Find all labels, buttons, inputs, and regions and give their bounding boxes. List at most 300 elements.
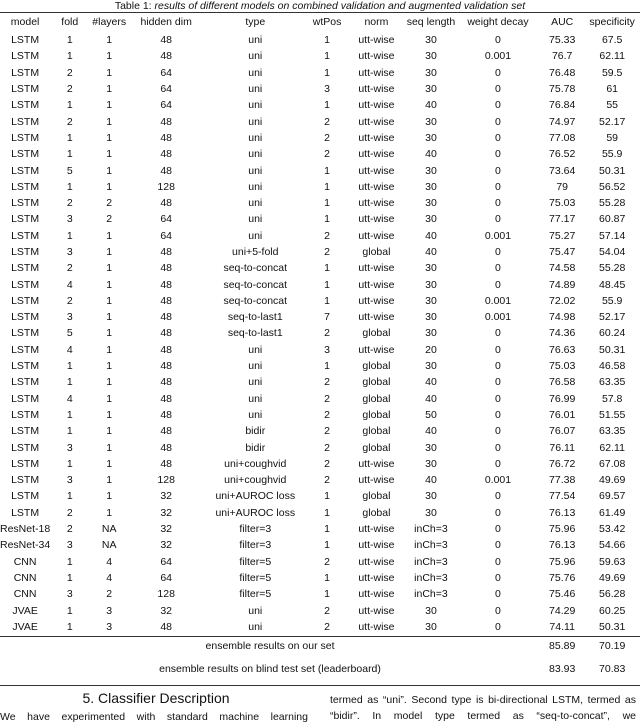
table-cell: 0 — [495, 34, 501, 47]
table-cell: 1 — [106, 408, 113, 421]
table-cell: 40 — [425, 246, 437, 258]
table-cell: 1 — [106, 164, 113, 177]
table-cell: uni — [248, 34, 263, 47]
table-cell: 2 — [106, 197, 113, 210]
table-cell: ResNet-18 — [0, 523, 51, 536]
table-cell: NA — [101, 523, 117, 536]
table-cell: 57.8 — [601, 392, 623, 405]
table-cell: 51.55 — [599, 408, 626, 421]
table-cell: utt-wise — [358, 99, 395, 112]
table-cell: 0 — [495, 131, 501, 144]
table-cell: 1 — [106, 246, 113, 258]
table-cell: 54.66 — [599, 539, 626, 552]
table-cell: LSTM — [11, 294, 40, 307]
table-cell: 48 — [160, 327, 173, 340]
column-header: fold — [61, 16, 79, 28]
table-cell: 3 — [66, 539, 73, 552]
table-cell: 32 — [160, 506, 173, 519]
table-cell: 53.42 — [599, 523, 626, 536]
table-cell: 0 — [495, 197, 501, 210]
table-cell: inCh=3 — [414, 539, 448, 552]
table-cell: 2 — [66, 294, 73, 307]
table-cell: 1 — [106, 474, 113, 487]
table-cell: 48 — [160, 408, 173, 421]
table-cell: LSTM — [11, 66, 40, 79]
table-cell: 40 — [425, 99, 437, 112]
table-cell: 74.98 — [549, 311, 576, 324]
table-cell: 2 — [66, 197, 73, 210]
table-cell: utt-wise — [358, 278, 395, 291]
table-cell: 61.49 — [599, 506, 626, 519]
table-row — [0, 65, 640, 81]
table-cell: utt-wise — [358, 229, 395, 242]
table-cell: 0 — [495, 457, 501, 470]
table-cell: filter=5 — [239, 588, 272, 601]
table-cell: utt-wise — [358, 311, 395, 324]
table-cell: 1 — [106, 115, 113, 128]
table-cell: uni — [248, 83, 263, 96]
table-cell: 2 — [324, 425, 330, 438]
table-cell: global — [362, 408, 391, 421]
table-cell: 69.57 — [599, 490, 626, 503]
table-cell: LSTM — [11, 148, 40, 161]
table-row — [0, 537, 640, 553]
table-cell: utt-wise — [358, 571, 395, 584]
table-cell: 1 — [106, 99, 113, 112]
table-row — [0, 81, 640, 97]
table-cell: 63.35 — [599, 425, 626, 438]
table-cell: 40 — [425, 425, 437, 438]
table-cell: 1 — [66, 555, 73, 568]
table-cell: global — [362, 441, 391, 454]
table-cell: utt-wise — [358, 539, 395, 552]
column-header: wtPos — [312, 16, 342, 28]
table-cell: utt-wise — [358, 164, 395, 177]
table-row — [0, 325, 640, 341]
table-cell: 0 — [495, 490, 501, 503]
table-cell: 1 — [66, 571, 73, 584]
table-cell: global — [362, 376, 391, 389]
table-cell: 55.9 — [601, 148, 623, 161]
table-cell: 30 — [425, 197, 437, 210]
header-row — [0, 12, 640, 32]
table-cell: 64 — [160, 213, 173, 226]
table-cell: 1 — [106, 278, 113, 291]
table-cell: global — [362, 506, 391, 519]
table-cell: utt-wise — [358, 115, 395, 128]
table-cell: 77.54 — [549, 490, 576, 503]
table-cell: utt-wise — [358, 83, 395, 96]
table-cell: 3 — [66, 246, 73, 258]
table-cell: global — [362, 246, 391, 258]
table-row — [0, 488, 640, 504]
table-cell: 48 — [160, 115, 173, 128]
table-cell: utt-wise — [358, 474, 395, 487]
table-row — [0, 554, 640, 570]
table-cell: 75.03 — [549, 197, 576, 210]
table-cell: 1 — [106, 457, 113, 470]
table-row — [0, 293, 640, 309]
table-cell: 1 — [66, 148, 73, 161]
table-cell: 56.28 — [599, 588, 626, 601]
table-cell: 0 — [495, 180, 501, 193]
table-cell: 48 — [160, 197, 173, 210]
table-cell: LSTM — [11, 180, 40, 193]
table-cell: utt-wise — [358, 620, 395, 633]
table-cell: 0 — [495, 555, 501, 568]
table-cell: bidir — [245, 425, 266, 438]
table-cell: 4 — [66, 343, 73, 356]
table-cell: 64 — [160, 229, 173, 242]
table-row — [0, 162, 640, 178]
table-cell: 3 — [106, 604, 113, 617]
table-cell: LSTM — [11, 229, 40, 242]
table-cell: 30 — [425, 294, 437, 307]
table-cell: uni+coughvid — [224, 474, 287, 487]
column-header: norm — [364, 16, 389, 28]
table-cell: 30 — [425, 50, 437, 63]
table-cell: 55 — [606, 99, 618, 112]
table-cell: 75.46 — [549, 588, 576, 601]
table-row — [0, 407, 640, 423]
table-cell: 48 — [160, 457, 173, 470]
table-cell: uni — [248, 360, 263, 373]
table-cell: 2 — [324, 229, 330, 242]
table-cell: utt-wise — [358, 262, 395, 275]
table-cell: 3 — [324, 83, 330, 96]
table-cell: utt-wise — [358, 148, 395, 161]
table-cell: JVAE — [12, 604, 38, 617]
table-cell: uni+AUROC loss — [215, 506, 296, 519]
table-cell: 75.33 — [549, 34, 576, 47]
table-cell: LSTM — [11, 425, 40, 438]
table-cell: 76.13 — [549, 539, 576, 552]
table-cell: utt-wise — [358, 523, 395, 536]
table-cell: 55.28 — [599, 262, 626, 275]
left-paragraph: We have experimented with standard machine learning — [0, 711, 308, 723]
table-cell: 48 — [160, 343, 173, 356]
table-cell: 30 — [425, 604, 437, 617]
table-cell: 74.11 — [549, 620, 575, 633]
table-cell: utt-wise — [358, 555, 395, 568]
table-cell: 74.29 — [549, 604, 576, 617]
table-cell: 48 — [160, 392, 173, 405]
ensemble-auc: 85.89 — [549, 640, 576, 653]
table-cell: utt-wise — [358, 457, 395, 470]
table-cell: 74.89 — [549, 278, 576, 291]
table-cell: 30 — [425, 164, 437, 177]
ensemble-specificity: 70.83 — [599, 663, 626, 676]
table-cell: 55.9 — [601, 294, 623, 307]
table-cell: 30 — [425, 115, 437, 128]
table-cell: LSTM — [11, 83, 40, 96]
table-cell: CNN — [13, 571, 37, 584]
table-cell: 48 — [160, 34, 173, 47]
table-cell: 62.11 — [599, 441, 625, 454]
table-cell: uni — [248, 213, 263, 226]
table-cell: LSTM — [11, 131, 40, 144]
table-cell: 48 — [160, 164, 173, 177]
table-cell: 63.35 — [599, 376, 626, 389]
table-cell: 74.58 — [549, 262, 576, 275]
table-cell: 0 — [495, 376, 501, 389]
table-cell: 1 — [66, 360, 73, 373]
table-cell: 40 — [425, 376, 437, 389]
table-cell: 30 — [425, 360, 437, 373]
table-cell: seq-to-last1 — [227, 311, 283, 324]
table-cell: 77.08 — [549, 131, 576, 144]
table-cell: 0 — [495, 360, 501, 373]
table-cell: 1 — [66, 620, 73, 633]
table-cell: 30 — [425, 490, 437, 503]
table-cell: 1 — [106, 229, 113, 242]
table-cell: 1 — [324, 571, 330, 584]
results-table — [0, 12, 640, 681]
table-cell: uni — [248, 50, 263, 63]
table-cell: 50 — [425, 408, 437, 421]
table-cell: 40 — [425, 392, 437, 405]
table-cell: 50.31 — [599, 620, 626, 633]
table-cell: 1 — [106, 490, 113, 503]
table-cell: 0 — [495, 164, 501, 177]
table-cell: 2 — [324, 604, 330, 617]
table-cell: 76.7 — [551, 50, 573, 63]
table-cell: filter=5 — [239, 571, 272, 584]
table-cell: 0.001 — [484, 311, 512, 324]
table-cell: 1 — [106, 376, 113, 389]
table-cell: LSTM — [11, 474, 40, 487]
table-cell: 48 — [160, 311, 173, 324]
table-cell: 2 — [66, 506, 73, 519]
right-paragraph-line-2: “bidir”. In model type termed as “seq-to-concat”, we — [330, 710, 636, 722]
table-cell: 52.17 — [599, 311, 626, 324]
table-cell: LSTM — [11, 506, 40, 519]
column-header: hidden dim — [140, 16, 192, 28]
table-cell: global — [362, 327, 391, 340]
table-cell: 2 — [66, 262, 73, 275]
table-cell: 57.14 — [599, 229, 626, 242]
table-cell: LSTM — [11, 441, 40, 454]
table-cell: 1 — [66, 376, 73, 389]
table-cell: 20 — [425, 343, 437, 356]
table-cell: 48 — [160, 278, 173, 291]
table-cell: 64 — [160, 83, 173, 96]
table-row — [0, 439, 640, 455]
table-cell: 1 — [106, 343, 113, 356]
table-row — [0, 602, 640, 618]
table-cell: uni — [248, 604, 263, 617]
table-cell: 4 — [106, 571, 113, 584]
table-row — [0, 244, 640, 260]
table-cell: 64 — [160, 555, 173, 568]
table-cell: utt-wise — [358, 213, 395, 226]
table-cell: 59 — [606, 131, 618, 144]
table-cell: 4 — [66, 278, 73, 291]
table-row — [0, 276, 640, 292]
table-cell: LSTM — [11, 197, 40, 210]
table-cell: JVAE — [12, 620, 38, 633]
table-cell: 1 — [66, 34, 73, 47]
column-header: #layers — [92, 16, 127, 28]
table-cell: 2 — [324, 115, 330, 128]
table-cell: 2 — [106, 588, 113, 601]
table-cell: 2 — [66, 66, 73, 79]
table-cell: 7 — [324, 311, 330, 324]
table-cell: 52.17 — [599, 115, 626, 128]
table-cell: uni — [248, 620, 263, 633]
table-cell: 56.52 — [599, 180, 626, 193]
table-cell: LSTM — [11, 343, 40, 356]
table-cell: 1 — [66, 99, 73, 112]
table-cell: utt-wise — [358, 604, 395, 617]
table-cell: seq-to-concat — [223, 278, 288, 291]
table-caption — [0, 0, 640, 12]
table-cell: 0.001 — [484, 229, 512, 242]
table-cell: filter=3 — [239, 539, 272, 552]
table-cell: 0 — [495, 66, 501, 79]
table-cell: 32 — [160, 523, 173, 536]
table-cell: uni+5-fold — [232, 246, 279, 258]
table-cell: utt-wise — [358, 294, 395, 307]
table-cell: 2 — [324, 148, 330, 161]
table-row — [0, 211, 640, 227]
table-cell: 1 — [106, 34, 113, 47]
table-cell: 75.27 — [549, 229, 576, 242]
table-cell: 2 — [324, 457, 330, 470]
table-cell: 75.96 — [549, 555, 576, 568]
table-cell: 46.58 — [599, 360, 626, 373]
table-cell: 30 — [425, 506, 437, 519]
table-cell: 64 — [160, 66, 173, 79]
table-cell: 1 — [106, 131, 113, 144]
table-cell: 30 — [425, 262, 437, 275]
table-cell: 76.07 — [549, 425, 576, 438]
table-row — [0, 391, 640, 407]
table-cell: 32 — [160, 539, 173, 552]
table-cell: 0 — [495, 327, 501, 340]
table-cell: 3 — [324, 343, 330, 356]
table-cell: 1 — [324, 588, 330, 601]
table-cell: 32 — [160, 604, 173, 617]
table-cell: 0 — [495, 588, 501, 601]
table-cell: 2 — [324, 392, 330, 405]
table-cell: utt-wise — [358, 34, 395, 47]
table-cell: 0 — [495, 213, 501, 226]
table-cell: 30 — [425, 83, 437, 96]
table-cell: 59.63 — [599, 555, 626, 568]
table-cell: inCh=3 — [414, 555, 448, 568]
table-cell: filter=5 — [239, 555, 272, 568]
table-cell: 1 — [324, 50, 330, 63]
table-cell: 54.04 — [599, 246, 626, 258]
table-cell: 50.31 — [599, 164, 626, 177]
table-cell: 76.58 — [549, 376, 576, 389]
table-row — [0, 32, 640, 48]
table-cell: 2 — [324, 441, 330, 454]
column-header: type — [245, 16, 266, 28]
table-cell: 75.96 — [549, 523, 576, 536]
table-cell: 76.52 — [549, 148, 576, 161]
table-cell: 2 — [324, 555, 330, 568]
table-cell: 1 — [106, 83, 113, 96]
table-cell: utt-wise — [358, 197, 395, 210]
table-row — [0, 179, 640, 195]
table-cell: 4 — [66, 392, 73, 405]
table-cell: 0 — [495, 392, 501, 405]
table-cell: utt-wise — [358, 50, 395, 63]
table-cell: 75.76 — [549, 571, 576, 584]
column-header: weight decay — [467, 16, 529, 28]
table-row — [0, 342, 640, 358]
table-row — [0, 309, 640, 325]
table-cell: 79 — [556, 180, 569, 193]
table-cell: uni — [248, 115, 263, 128]
table-cell: 48 — [160, 246, 173, 258]
right-paragraph-line-1: termed as “uni”. Second type is bi-directional LSTM, termed as — [330, 694, 636, 706]
table-cell: 50.31 — [599, 343, 626, 356]
table-cell: uni — [248, 197, 263, 210]
table-cell: 1 — [106, 441, 113, 454]
table-cell: 75.47 — [549, 246, 576, 258]
table-cell: 0 — [495, 115, 501, 128]
table-cell: uni — [248, 99, 263, 112]
table-cell: uni — [248, 376, 263, 389]
table-cell: 2 — [324, 327, 330, 340]
table-cell: 128 — [157, 474, 175, 487]
table-cell: 0.001 — [484, 294, 512, 307]
table-cell: 48 — [160, 376, 173, 389]
table-cell: CNN — [13, 555, 37, 568]
table-cell: 0.001 — [484, 474, 512, 487]
table-row — [0, 374, 640, 390]
table-cell: 1 — [324, 66, 330, 79]
table-cell: 1 — [66, 457, 73, 470]
table-cell: 1 — [324, 278, 330, 291]
table-cell: 1 — [106, 148, 113, 161]
table-cell: 1 — [324, 197, 330, 210]
table-cell: LSTM — [11, 213, 40, 226]
table-cell: 1 — [324, 99, 330, 112]
table-cell: 48 — [160, 425, 173, 438]
table-cell: 62.11 — [599, 50, 625, 63]
table-cell: ResNet-34 — [0, 539, 51, 552]
table-cell: LSTM — [11, 408, 40, 421]
table-cell: 128 — [157, 180, 175, 193]
table-cell: 48.45 — [599, 278, 626, 291]
table-cell: 2 — [324, 131, 330, 144]
table-cell: 2 — [66, 115, 73, 128]
table-cell: 1 — [66, 180, 73, 193]
table-cell: 1 — [324, 180, 330, 193]
table-cell: 60.24 — [599, 327, 626, 340]
table-cell: 128 — [157, 588, 175, 601]
table-cell: utt-wise — [358, 588, 395, 601]
table-cell: utt-wise — [358, 343, 395, 356]
table-cell: 0 — [495, 246, 501, 258]
table-cell: 76.84 — [549, 99, 576, 112]
table-cell: uni — [248, 180, 263, 193]
table-cell: inCh=3 — [414, 588, 448, 601]
table-cell: uni+AUROC loss — [215, 490, 296, 503]
table-cell: utt-wise — [358, 131, 395, 144]
table-row — [0, 423, 640, 439]
table-cell: 1 — [324, 506, 330, 519]
table-row — [0, 228, 640, 244]
table-cell: 2 — [324, 376, 330, 389]
table-cell: 3 — [66, 441, 73, 454]
table-cell: LSTM — [11, 392, 40, 405]
table-cell: 1 — [66, 408, 73, 421]
